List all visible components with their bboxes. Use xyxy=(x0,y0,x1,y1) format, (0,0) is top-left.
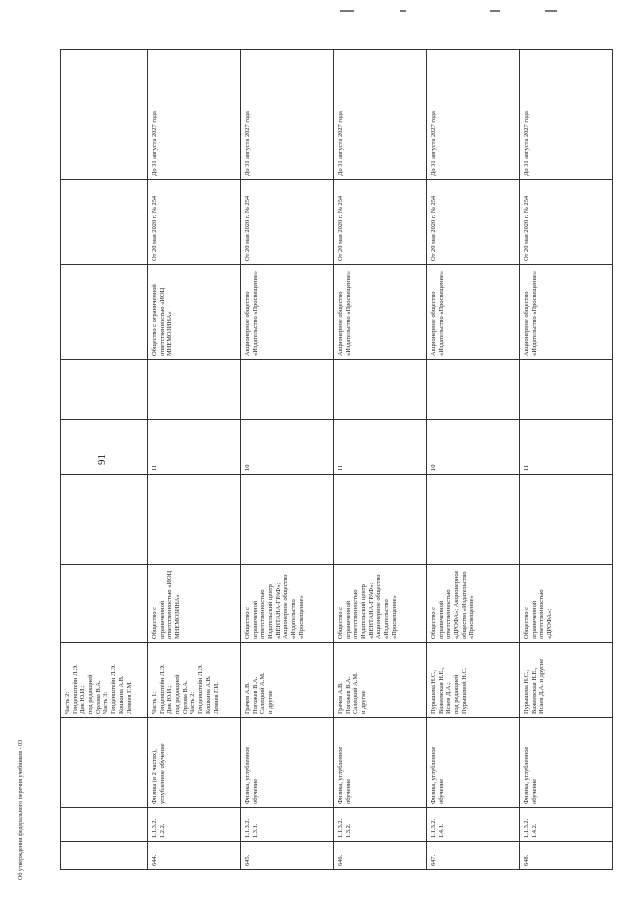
row-grade: 11 xyxy=(520,420,613,475)
row-limit: До 31 августа 2027 года xyxy=(334,50,427,180)
cell-empty xyxy=(427,360,520,420)
row-number: 645. xyxy=(241,842,334,870)
cell-empty xyxy=(61,50,148,180)
row-title: Физика, углубленное обучение xyxy=(241,718,334,808)
row-publisher-old: Общество с ограниченной ответственностью «ДРОФА»; Акционерное общество «Издательство «Просвещение» xyxy=(427,565,520,643)
table-row xyxy=(520,50,613,870)
table-row xyxy=(241,50,334,870)
scan-marks xyxy=(340,10,560,16)
row-order: От 20 мая 2020 г. № 254 xyxy=(334,180,427,265)
row-grade: 10 xyxy=(241,420,334,475)
cell-empty xyxy=(61,180,148,265)
row-code: 1.1.3.2. 1.4.2. xyxy=(520,808,613,842)
row-publisher-old: Общество с ограниченной ответственностью Издательский центр «ВЕНТАНА-ГРАФ»; Акционерное общество «Издательство «Просвещение» xyxy=(334,565,427,643)
cell-empty xyxy=(520,360,613,420)
row-limit: До 31 августа 2027 года xyxy=(427,50,520,180)
cell-empty xyxy=(241,475,334,565)
cell-empty xyxy=(334,475,427,565)
row-order: От 20 мая 2020 г. № 254 xyxy=(241,180,334,265)
document-table-wrapper xyxy=(60,50,585,870)
row-code: 1.1.3.2. 1.4.1. xyxy=(427,808,520,842)
row-grade: 11 xyxy=(334,420,427,475)
cell-empty xyxy=(520,475,613,565)
cell-empty xyxy=(148,475,241,565)
row-title: Физика, углубленное обучение xyxy=(334,718,427,808)
cell-empty xyxy=(61,565,148,643)
row-limit: До 31 августа 2027 года xyxy=(241,50,334,180)
cell-empty xyxy=(61,265,148,360)
row-number: 648. xyxy=(520,842,613,870)
row-grade: 11 xyxy=(148,420,241,475)
authors-continuation: Часть 2: Генденштейн Л.Э. Дик Ю.И.; под редакцией Орлова В.А. Часть 3: Генденштейн Л.Э. Кошкина А.В. Левиев Г.М. xyxy=(61,643,148,718)
cell-empty xyxy=(334,360,427,420)
row-publisher: Акционерное общество «Издательство «Просвещение» xyxy=(334,265,427,360)
row-grade: 10 xyxy=(427,420,520,475)
row-publisher-old: Общество с ограниченной ответственностью Издательский центр «ВЕНТАНА-ГРАФ»; Акционерное общество «Издательство «Просвещение» xyxy=(241,565,334,643)
row-publisher: Акционерное общество «Издательство «Просвещение» xyxy=(427,265,520,360)
page-number: 91 xyxy=(96,454,108,465)
row-order: От 20 мая 2020 г. № 254 xyxy=(520,180,613,265)
row-code: 1.1.3.2. 1.2.2. xyxy=(148,808,241,842)
row-number: 647. xyxy=(427,842,520,870)
cell-empty xyxy=(148,360,241,420)
row-limit: До 31 августа 2027 года xyxy=(520,50,613,180)
cell-empty xyxy=(61,360,148,420)
textbook-table xyxy=(60,49,613,870)
row-authors: Грачев А.В. Погожев В.А. Салецкий А.М. и другие xyxy=(241,643,334,718)
row-number: 646. xyxy=(334,842,427,870)
table-row xyxy=(148,50,241,870)
cell-empty xyxy=(61,842,148,870)
row-publisher: Общество с ограниченной ответственностью «ИОЦ МНЕМОЗИНА» xyxy=(148,265,241,360)
row-title: Физика (в 2 частях), углубленное обучение xyxy=(148,718,241,808)
row-publisher-old: Общество с ограниченной ответственностью «ИОЦ МНЕМОЗИНА» xyxy=(148,565,241,643)
row-publisher: Акционерное общество «Издательство «Просвещение» xyxy=(241,265,334,360)
table-row xyxy=(427,50,520,870)
row-limit: До 31 августа 2027 года xyxy=(148,50,241,180)
row-authors: Грачев А.В. Погожев В.А. Салецкий А.М. и другие xyxy=(334,643,427,718)
cell-empty xyxy=(241,360,334,420)
row-publisher: Акционерное общество «Издательство «Просвещение» xyxy=(520,265,613,360)
cell-empty xyxy=(61,718,148,808)
footer-note: Об утверждении федерального перечня учебников - 03 xyxy=(18,739,24,880)
table-row xyxy=(334,50,427,870)
row-authors: Пурышева Н.С., Важеевская Н.Е., Исаев Д.А. и другие xyxy=(520,643,613,718)
row-code: 1.1.3.2. 1.3.1. xyxy=(241,808,334,842)
row-number: 644. xyxy=(148,842,241,870)
row-authors: Часть 1: Генденштейн Л.Э. Дик Ю.И.; под редакцией Орлова В.А. Часть 2: Генденштейн Л.Э. Кошкина А.В. Левиев Г.И. xyxy=(148,643,241,718)
row-code: 1.1.3.2. 1.3.2. xyxy=(334,808,427,842)
row-title: Физика, углубленное обучение xyxy=(427,718,520,808)
row-authors: Пурышева Н.С., Важеевская Н.Е., Исаев Д.А.; под редакцией Пурышевой Н.С. xyxy=(427,643,520,718)
cell-empty xyxy=(61,808,148,842)
cell-empty xyxy=(61,475,148,565)
cell-empty xyxy=(427,475,520,565)
row-title: Физика, углубленное обучение xyxy=(520,718,613,808)
continuation-row xyxy=(61,50,148,870)
row-order: От 20 мая 2020 г. № 254 xyxy=(148,180,241,265)
row-publisher-old: Общество с ограниченной ответственностью «ДРОФА»; xyxy=(520,565,613,643)
row-order: От 20 мая 2020 г. № 254 xyxy=(427,180,520,265)
cell-empty xyxy=(61,420,148,475)
